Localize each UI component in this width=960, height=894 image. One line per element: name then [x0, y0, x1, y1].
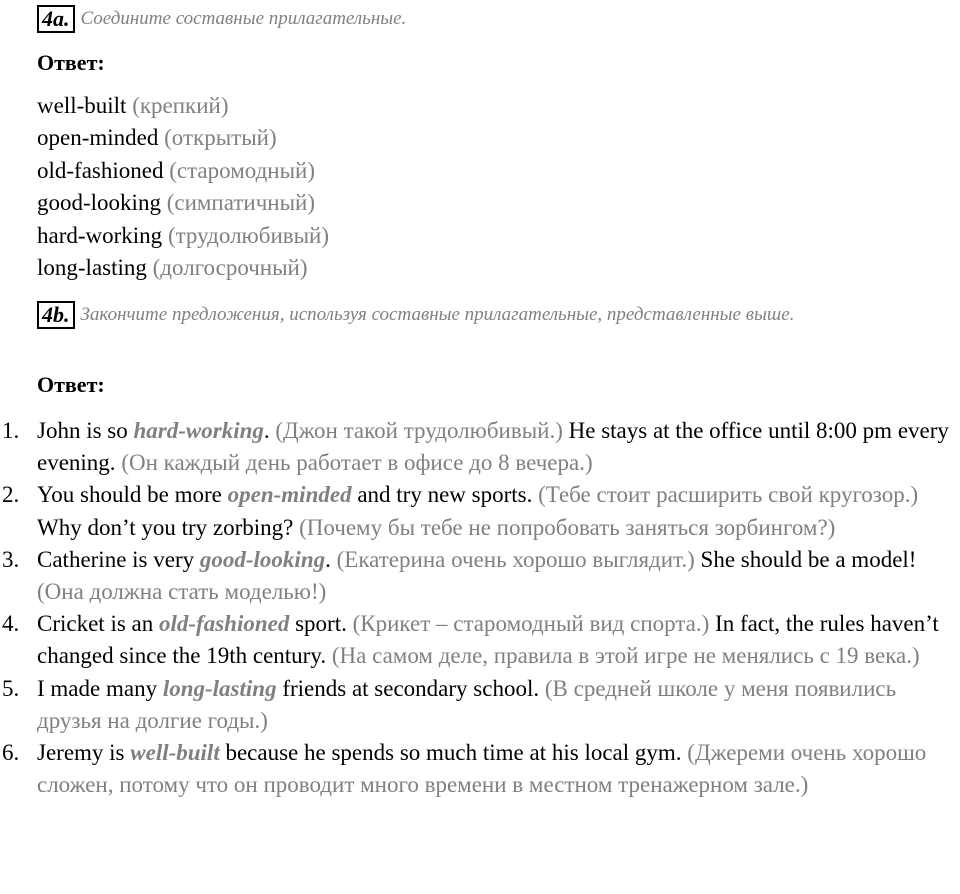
- item-number: 6.: [2, 740, 20, 766]
- translation: (Екатерина очень хорошо выглядит.): [336, 546, 695, 572]
- answer-adjective: long-lasting: [162, 675, 277, 701]
- sentence-start: Catherine is very: [37, 546, 200, 572]
- translation: (Почему бы тебе не попробовать заняться зорбингом?): [299, 514, 836, 540]
- task-4b-instruction: Закончите предложения, используя составные прилагательные, представленные выше.: [80, 304, 795, 326]
- item-number: 4.: [2, 611, 20, 637]
- task-4a-badge: 4a.: [37, 5, 75, 33]
- translation: (Крикет – старомодный вид спорта.): [352, 611, 710, 637]
- sentence-end: .: [325, 546, 337, 572]
- answer-adjective: good-looking: [199, 546, 326, 572]
- pair-english: well-built: [37, 93, 127, 118]
- translation: (В средней школе у меня появились друзья на долгие годы.): [37, 675, 897, 733]
- translation: (Джон такой трудолюбивый.): [275, 418, 563, 443]
- answer-adjective: well-built: [130, 740, 220, 766]
- item-number: 1.: [2, 418, 20, 443]
- list-item: [0, 737, 960, 801]
- task-4b-list: [0, 415, 960, 801]
- sentence-end: sport.: [289, 611, 353, 637]
- pair-russian: (симпатичный): [166, 190, 316, 216]
- sentence-continuation: In fact, the rules haven’t changed since the 19th century.: [37, 611, 939, 669]
- sentence-start: You should be more: [37, 482, 228, 508]
- list-item: [0, 673, 960, 737]
- pair-english: hard-working: [37, 222, 163, 248]
- task-4b-answer-label: Ответ:: [37, 372, 105, 397]
- task-4a-answer-label: Ответ:: [37, 50, 105, 75]
- translation: (Джереми очень хорошо сложен, потому что он проводит много времени в местном тренажерном зале.): [37, 740, 927, 798]
- list-item: [0, 479, 960, 543]
- sentence-end: because he spends so much time at his local gym.: [219, 740, 688, 766]
- translation: (На самом деле, правила в этой игре не менялись с 19 века.): [331, 643, 920, 669]
- pair-item: [37, 252, 329, 284]
- pair-russian: (трудолюбивый): [167, 222, 330, 248]
- answer-adjective: old-fashioned: [159, 611, 290, 637]
- task-4a-header: [37, 5, 406, 33]
- pair-item: [37, 220, 329, 252]
- sentence-start: I made many: [37, 675, 163, 701]
- sentence-end: and try new sports.: [351, 482, 539, 508]
- pair-russian: (старомодный): [169, 157, 316, 183]
- translation: (Он каждый день работает в офисе до 8 вечера.): [121, 450, 593, 476]
- sentence-end: .: [263, 418, 276, 443]
- translation: (Тебе стоит расширить свой кругозор.): [538, 482, 919, 508]
- list-item: [0, 544, 960, 608]
- task-4a-pairs: [37, 90, 329, 284]
- pair-russian: (долгосрочный): [152, 255, 308, 281]
- pair-english: long-lasting: [37, 255, 147, 281]
- sentence-continuation: She should be a model!: [694, 546, 917, 572]
- pair-russian: (открытый): [164, 125, 277, 151]
- translation: (Она должна стать моделью!): [37, 579, 327, 605]
- sentence-start: Jeremy is: [37, 740, 131, 766]
- list-item: [0, 415, 960, 479]
- sentence-end: friends at secondary school.: [276, 675, 545, 701]
- sentence-start: Cricket is an: [37, 611, 159, 637]
- item-number: 2.: [2, 482, 20, 508]
- sentence-continuation: He stays at the office until 8:00 pm every evening.: [37, 418, 949, 476]
- pair-item: [37, 90, 329, 122]
- answer-adjective: hard-working: [133, 418, 264, 443]
- sentence-start: John is so: [37, 418, 134, 443]
- pair-item: [37, 187, 329, 219]
- item-number: 3.: [2, 546, 20, 572]
- answer-adjective: open-minded: [227, 482, 352, 508]
- task-4a-instruction: Соедините составные прилагательные.: [80, 8, 407, 29]
- task-4b-badge: 4b.: [37, 301, 75, 329]
- item-number: 5.: [2, 675, 20, 701]
- pair-english: old-fashioned: [37, 157, 164, 183]
- pair-english: open-minded: [37, 125, 159, 151]
- pair-english: good-looking: [37, 190, 161, 216]
- sentence-continuation: Why don’t you try zorbing?: [37, 514, 300, 540]
- pair-item: [37, 122, 329, 154]
- task-4b-header: [37, 300, 937, 330]
- pair-item: [37, 155, 329, 187]
- list-item: [0, 608, 960, 672]
- pair-russian: (крепкий): [132, 93, 229, 118]
